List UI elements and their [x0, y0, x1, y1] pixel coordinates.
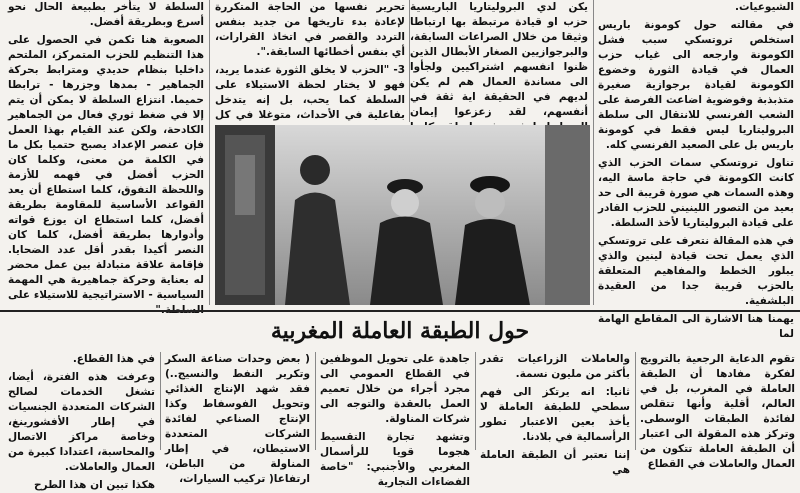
- top-col3-para: 3- "الحزب لا يخلق الثورة عندما يريد، فهو لا يختار لحظة الاستيلاء على السلطة كما يحب، بل إنه يتدخل بفاعلية في الأحداث، متوغلا في كل: [215, 64, 405, 121]
- article-column-5: [8, 352, 155, 491]
- article-col1-para: تقوم الدعاية الرجعية بالترويج لفكرة مفادها أن الطبقة العاملة في المغرب، بل في العالم، أقلية وأنها تتقلص لفائدة الطبقات الوسطى. وتركز هذه المقولة الى اعتبار أن الطبقة العاملة تتكون من العمال والعاملات في القطاع: [640, 353, 795, 470]
- article-column-4: [165, 352, 310, 485]
- column-divider: [475, 352, 476, 450]
- top-col4-para: الصعوبة هنا تكمن في الحصول على هذا التنظيم للحزب المتمركز، الملتحم داخليا بنظام حديدي ومترابط بحركة الجماهير - بمدها وجزرها - ترابطا حميما. انتزاع السلطة لا يمكن أن يتم إلا في ضغط ثوري فعال من الجماهير الكادحة، ولكن عند القيام بهذا العمل فإن عنصر الإعداد يصبح حتميا بكل ما في الكلمة من معنى، وكلما كان الحزب أفضل في فهمه للأزمة واللحظة التفوق، كلما استطاع أن يعد القواعد الأساسية للمقاومة بطريقة أفضل، كلما استطاع ان يوزع قواته وأدوارها بطريقة أفضل، كلما كان النصر أكيدا بقدر أقل عدد الضحايا. فإقامة علاقة متبادلة بين عمل محضر له بعناية وحركة جماهيرية هي المهمة السياسية - الاستراتيجية للاستيلاء على: [8, 34, 204, 301]
- top-column-3: [215, 0, 405, 122]
- article-col5-para: هكذا تبين ان هذا الطرح: [33, 479, 155, 491]
- historical-photo: [215, 125, 590, 305]
- top-col2-para: يكن لدي البروليتاريا الباريسية حزب او قيادة مرتبطة بها ارتباطا وثيقا من خلال الصراعات السابقة، والبرجوازيين الصغار الأبطال الذين ظنوا انفسهم اشتراكيين ولجأوا الى مساندة العمال هم لم يكن لديهم في الحقيقة اية ثقة في أنفسهم، لقد زعزعوا إيمان: [410, 1, 588, 118]
- column-divider: [593, 0, 594, 305]
- top-col4-para: السلطة لا يتأخر بطبيعة الحال نحو أسرع وبطريقة أفضل.: [8, 1, 204, 28]
- column-divider: [315, 352, 316, 450]
- top-col1-para: في مقالته حول كومونة باريس استخلص تروتسكي سبب فشل الكومونة وارجعه الى غياب حزب العمال في قيادة الثورة وخضوع الكومونة لقيادة برجوازية صغيرة متذبذبة وفوضوية اضاعت الفرصة على الشعب الفرنسي للانتقال الى سلطة البروليتاريا ليس فقط في كومونة باريس بل على الصعيد الفرنسي كله.: [598, 19, 794, 151]
- article-col2-para: والعاملات الزراعيات تقدر بأكثر من مليون نسمة.: [480, 353, 630, 380]
- top-col1-para: الشيوعيات.: [734, 1, 794, 13]
- article-col5-para: وعرفت هذه الفترة، أيضا، تشغل الخدمات لصالح الشركات المتعددة الجنسيات في إطار الأفشورينغ، وخاصة مراكز الاتصال والمحاسبة، اعتدادا كبيرة من العمال والعاملات.: [8, 371, 155, 473]
- article-column-2: [480, 352, 630, 476]
- section-divider: [0, 310, 800, 312]
- article-headline: حول الطبقة العاملة المغربية: [270, 318, 530, 344]
- article-col3-para: جاهدة على تحويل الموظفين في القطاع العمومي الى مجرد أجراء من خلال تعميم العمل بالعقدة والتوجه الى شركات المناولة.: [320, 353, 470, 425]
- top-col3-para: تحرير نفسها من الحاجة المتكررة لإعادة بدء تاريخها من جديد بنفس التردد والقصر في اتخاذ القرارات، أي بنفس أخطائها السابقة.".: [215, 1, 405, 58]
- top-column-2: [410, 0, 588, 122]
- top-col1-para: تناول تروتسكي سمات الحزب الذي كانت الكومونة في حاجة ماسة اليه، وهذه السمات هي صورة قريبة الى حد بعيد من التصور اللينيني للحزب القادر على قيادة البروليتاريا لأخذ السلطة.: [598, 157, 794, 229]
- article-col3-para: وتشهد تجارة التقسيط هجوما قويا للرأسمال المغربي والأجنبي: "خاصة الفضاءات التجارية: [320, 431, 470, 488]
- column-divider: [409, 0, 410, 122]
- column-divider: [635, 352, 636, 450]
- article-column-3: [320, 352, 470, 488]
- article-col2-para: ثانيا: انه يرتكز الى فهم سطحي للطبقة العاملة لا يأخذ بعين الاعتبار تطور الرأسمالية في بلادنا.: [480, 386, 630, 443]
- top-column-4: [8, 0, 204, 300]
- column-divider: [209, 0, 210, 305]
- top-col1-para: يهمنا هنا الاشارة الى المقاطع الهامة لما: [598, 313, 794, 340]
- column-divider: [160, 352, 161, 450]
- article-col4-para: ( بعض وحدات صناعة السكر وتكرير النفط والنسيج..) فقد شهد الإنتاج الغذائي وتحويل الفوسفاط وكذا الإنتاج الصناعي لفائدة الشركات المتعددة الاستيطان، في إطار المناولة من الباطن، ارتفاعا( تركيب السيارات،: [165, 353, 310, 485]
- article-col5-para: في هذا القطاع.: [72, 353, 155, 365]
- article-column-1: [640, 352, 795, 470]
- top-column-1: [598, 0, 794, 340]
- photo-figures-image: [215, 125, 590, 305]
- article-col2-para: إننا نعتبر أن الطبقة العاملة هي: [480, 449, 630, 476]
- top-col1-para: في هذه المقالة نتعرف على تروتسكي الذي يعمل تحت قيادة لينين والذي يبلور الخطط والمفاهيم المتعلقة بالحزب قريبة جدا من العقيدة البلشفية.: [598, 235, 794, 307]
